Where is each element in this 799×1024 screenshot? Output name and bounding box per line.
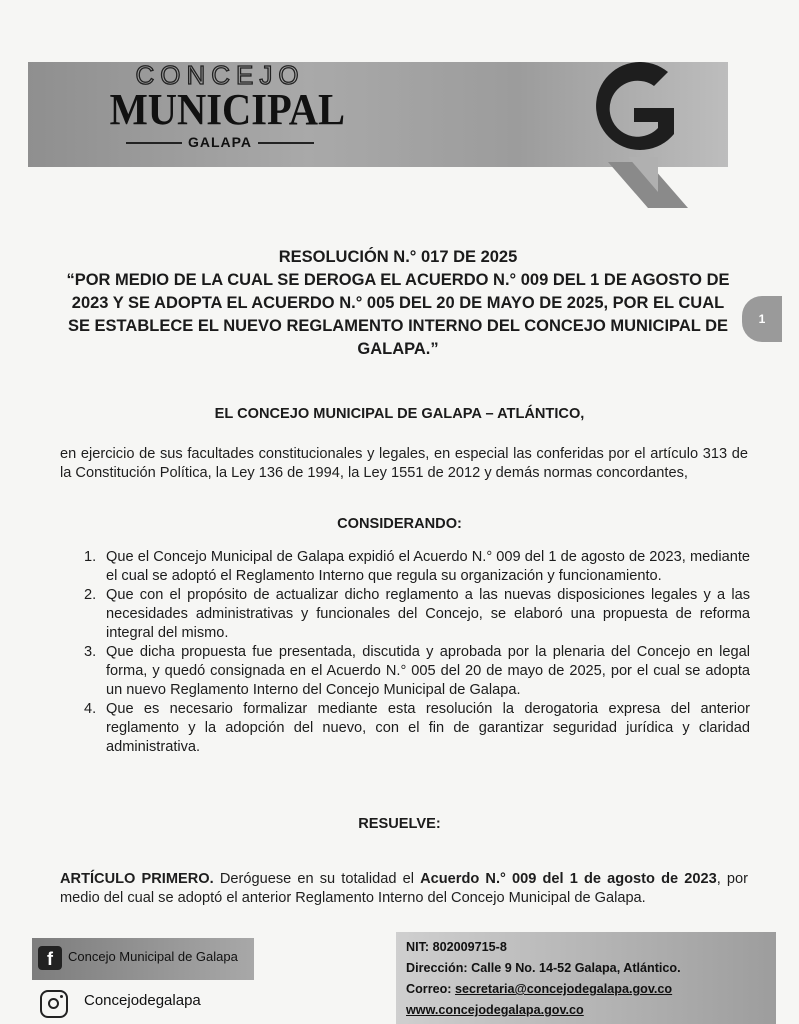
logo-sub-text: GALAPA	[100, 134, 340, 150]
preamble-paragraph: en ejercicio de sus facultades constitucionales y legales, en especial las conferidas por el artículo 313 de la Constitución Política, la Ley 136 de 1994, la Ley 1551 de 2012 y demás normas concordantes,	[60, 446, 748, 481]
footer-nit: NIT: 802009715-8	[406, 940, 507, 954]
email-link[interactable]: secretaria@concejodegalapa.gov.co	[454, 982, 673, 996]
logo-main-text: MUNICIPAL	[109, 85, 345, 134]
title-line-2: “POR MEDIO DE LA CUAL SE DEROGA EL ACUERDO N.° 009 DEL 1 DE AGOSTO DE	[66, 271, 730, 289]
articulo-label: ARTÍCULO PRIMERO.	[60, 871, 214, 887]
issuer-heading: EL CONCEJO MUNICIPAL DE GALAPA – ATLÁNTICO,	[214, 406, 585, 422]
footer-correo: Correo: secretaria@concejodegalapa.gov.co	[406, 982, 673, 996]
title-line-1: RESOLUCIÓN N.° 017 DE 2025	[278, 248, 518, 266]
instagram-label: Concejodegalapa	[84, 992, 201, 1009]
considerando-list	[84, 548, 750, 757]
articulo-primero: ARTÍCULO PRIMERO. Deróguese en su totalidad el Acuerdo N.° 009 del 1 de agosto de 2023, por medio del cual se adoptó el anterior Reglamento Interno del Concejo Municipal de Galapa.	[60, 871, 749, 906]
facebook-icon: f	[38, 946, 62, 970]
list-item: 3. Que dicha propuesta fue presentada, discutida y aprobada por la plenaria del Concejo en legal forma, y quedó consignada en el Acuerdo N.° 005 del 20 de mayo de 2025, por el cual se adopta un nuevo Reglamento Interno del Concejo Municipal de Galapa.	[84, 644, 750, 698]
page-tab-marker: 1	[742, 296, 782, 342]
list-item: 2. Que con el propósito de actualizar dicho reglamento a las nuevas disposiciones legales y a las necesidades administrativas y funcionales del Concejo, se elaboró una propuesta de reforma integral del mismo.	[84, 587, 750, 641]
considerando-heading: CONSIDERANDO:	[337, 516, 462, 532]
title-line-4: SE ESTABLECE EL NUEVO REGLAMENTO INTERNO DEL CONCEJO MUNICIPAL DE	[67, 317, 729, 335]
logo-top-text: CONCEJO	[135, 60, 305, 90]
concejo-logo	[100, 60, 345, 160]
facebook-label: Concejo Municipal de Galapa	[68, 949, 238, 964]
footer-direccion: Dirección: Calle 9 No. 14-52 Galapa, Atlántico.	[406, 961, 681, 975]
list-item: 1. Que el Concejo Municipal de Galapa expidió el Acuerdo N.° 009 del 1 de agosto de 2023, mediante el cual se adoptó el Reglamento Interno que regula su organización y funcionamiento.	[84, 549, 750, 584]
resuelve-heading: RESUELVE:	[358, 816, 441, 832]
list-item: 4. Que es necesario formalizar mediante esta resolución la derogatoria expresa del anterior reglamento y la adopción del nuevo, con el fin de garantizar seguridad jurídica y claridad administrativa.	[84, 701, 750, 755]
website-link[interactable]: www.concejodegalapa.gov.co	[406, 1003, 584, 1017]
instagram-icon	[40, 990, 68, 1018]
acuerdo-reference: Acuerdo N.° 009 del 1 de agosto de 2023	[420, 871, 717, 887]
title-line-3: 2023 Y SE ADOPTA EL ACUERDO N.° 005 DEL 20 DE MAYO DE 2025, POR EL CUAL	[71, 294, 725, 312]
g-logo-icon	[578, 62, 698, 210]
resolution-title	[58, 246, 738, 361]
title-line-5: GALAPA.”	[357, 340, 439, 358]
